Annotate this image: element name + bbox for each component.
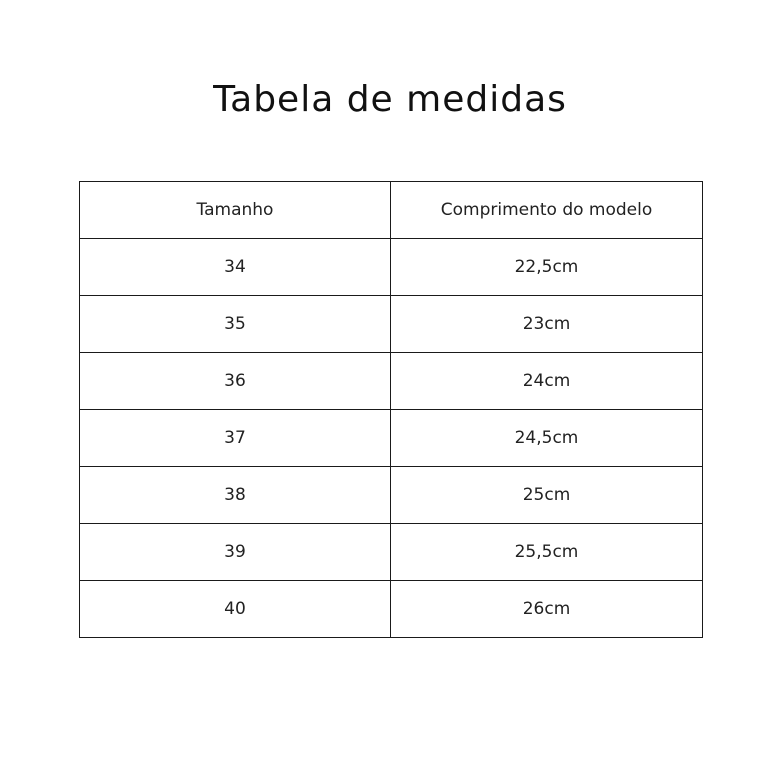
table-row	[80, 581, 703, 638]
table-row	[80, 524, 703, 581]
size-cell: 38	[80, 467, 391, 524]
size-cell: 35	[80, 296, 391, 353]
table-row	[80, 353, 703, 410]
size-cell: 34	[80, 239, 391, 296]
length-cell: 24,5cm	[391, 410, 703, 467]
length-cell: 26cm	[391, 581, 703, 638]
size-table	[79, 181, 703, 638]
size-cell: 37	[80, 410, 391, 467]
header-size: Tamanho	[80, 182, 391, 239]
table-header-row	[80, 182, 703, 239]
size-cell: 39	[80, 524, 391, 581]
size-cell: 36	[80, 353, 391, 410]
page-title: Tabela de medidas	[213, 79, 567, 120]
table-row	[80, 239, 703, 296]
length-cell: 23cm	[391, 296, 703, 353]
table-row	[80, 296, 703, 353]
size-cell: 40	[80, 581, 391, 638]
length-cell: 25,5cm	[391, 524, 703, 581]
header-length: Comprimento do modelo	[391, 182, 703, 239]
table-row	[80, 467, 703, 524]
length-cell: 22,5cm	[391, 239, 703, 296]
length-cell: 24cm	[391, 353, 703, 410]
table-row	[80, 410, 703, 467]
length-cell: 25cm	[391, 467, 703, 524]
